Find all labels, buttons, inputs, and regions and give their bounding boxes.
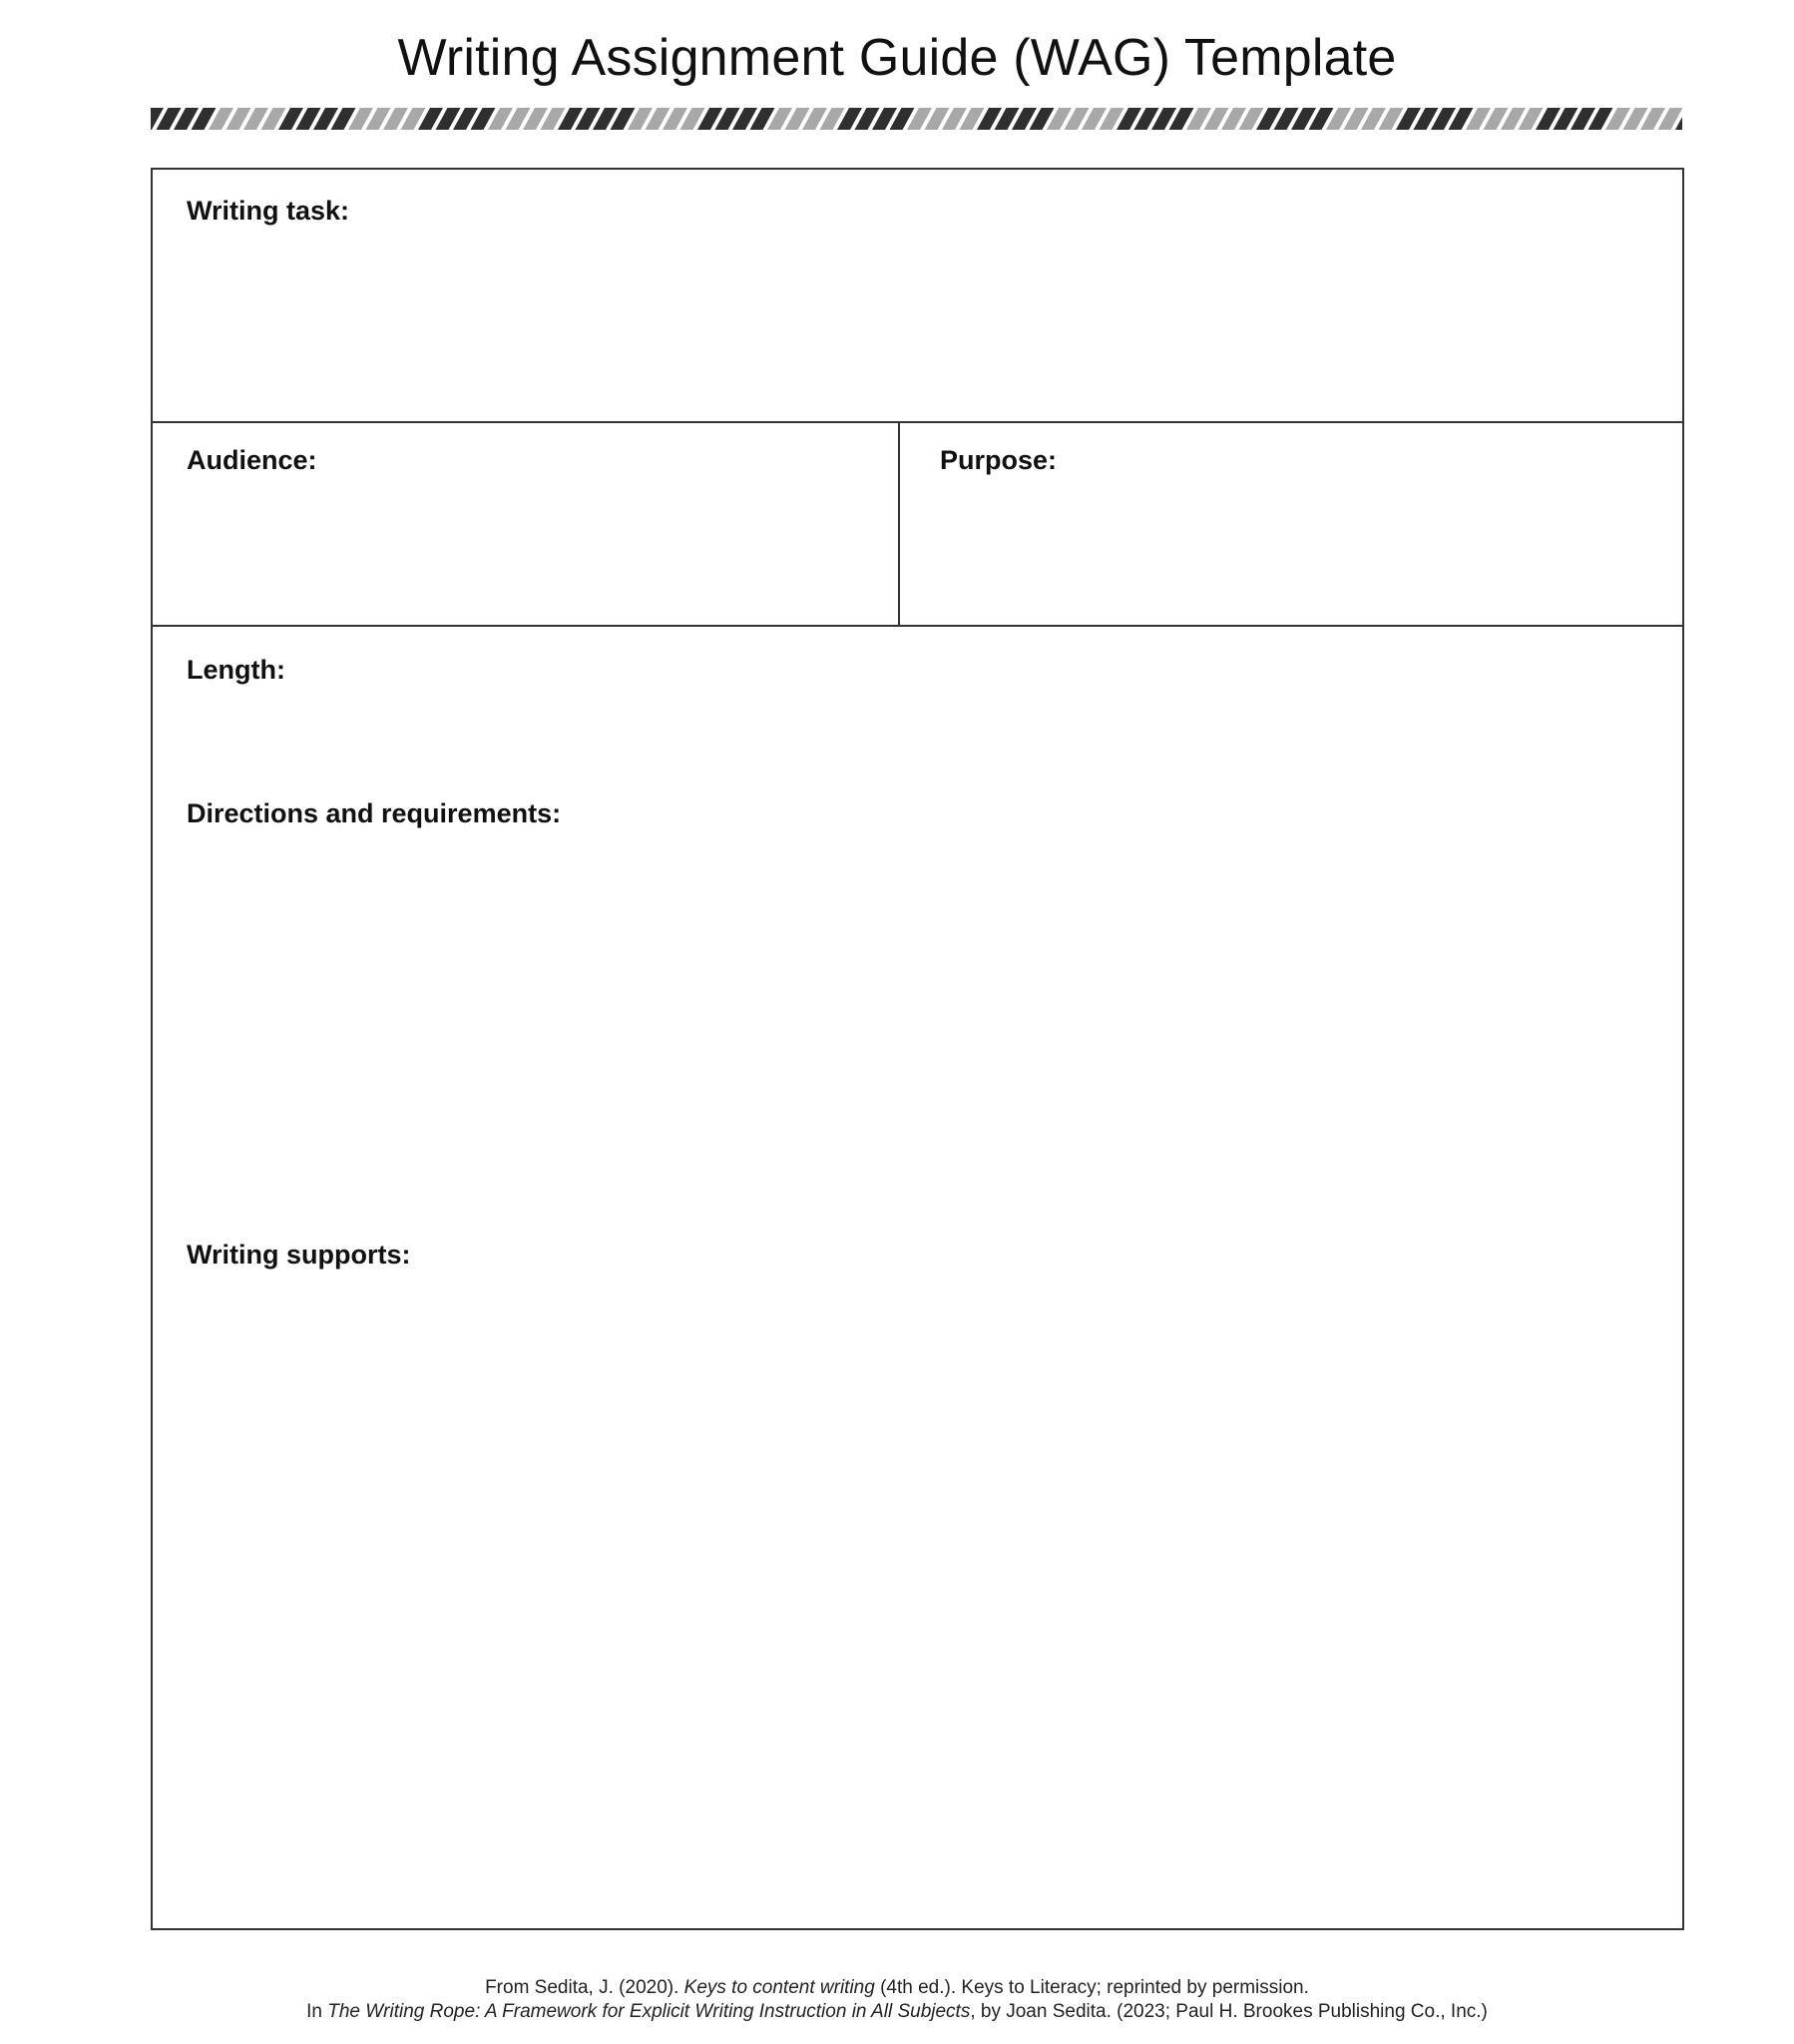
audience-purpose-row: [153, 423, 1682, 627]
audience-label: Audience:: [187, 445, 317, 475]
wag-form: [151, 168, 1684, 1930]
citation-1-prefix: From Sedita, J. (2020).: [485, 1977, 684, 1998]
writing-task-label: Writing task:: [187, 196, 350, 226]
citation-2-prefix: In: [306, 2001, 328, 2022]
page-title: Writing Assignment Guide (WAG) Template: [397, 29, 1397, 87]
citation-2-title: The Writing Rope: A Framework for Explicit Writing Instruction in All Subjects: [327, 2001, 971, 2022]
length-label: Length:: [187, 655, 285, 685]
decorative-stripe-divider: [151, 108, 1682, 130]
citation-1-title: Keys to content writing: [683, 1977, 875, 1998]
purpose-label: Purpose:: [940, 445, 1058, 475]
citation-1-suffix: (4th ed.). Keys to Literacy; reprinted by permission.: [874, 1977, 1309, 1998]
writing-supports-label: Writing supports:: [187, 1240, 411, 1270]
purpose-section[interactable]: [900, 423, 1682, 625]
directions-requirements-label: Directions and requirements:: [187, 798, 562, 828]
audience-section[interactable]: [153, 423, 900, 625]
citation-line-2: [0, 2000, 1794, 2024]
details-section[interactable]: [153, 627, 1682, 1928]
citation-line-1: [0, 1976, 1794, 2000]
writing-task-section[interactable]: [153, 170, 1682, 423]
citation-2-suffix: , by Joan Sedita. (2023; Paul H. Brookes Publishing Co., Inc.): [970, 2001, 1488, 2022]
